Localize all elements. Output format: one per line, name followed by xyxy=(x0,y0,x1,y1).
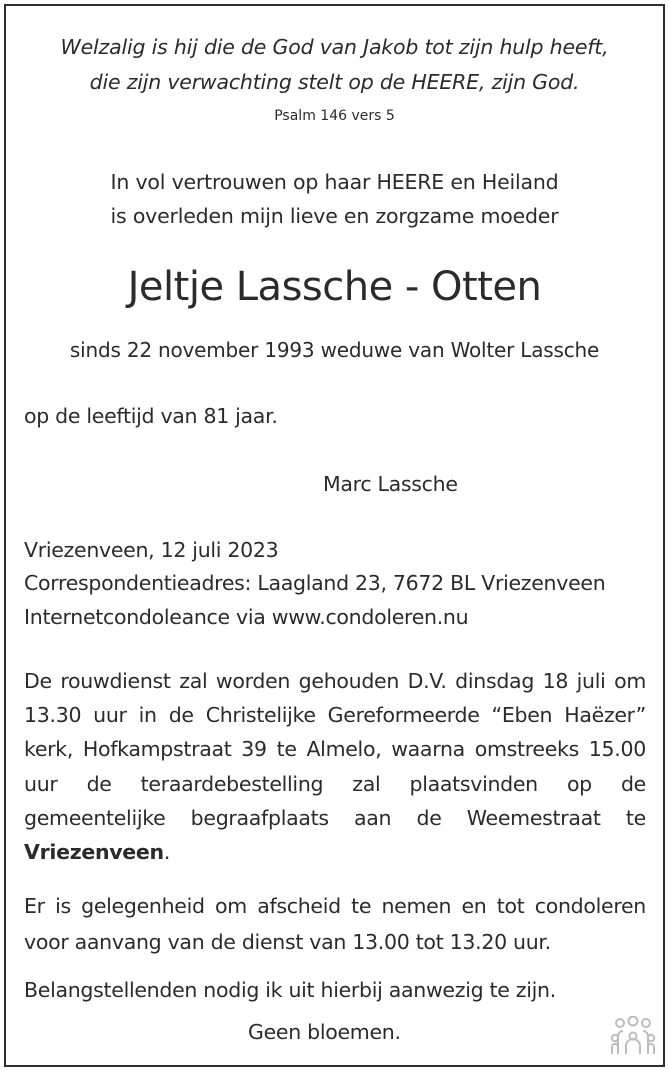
place-date: Vriezenveen, 12 juli 2023 xyxy=(24,538,279,562)
service-paragraph xyxy=(24,664,646,869)
correspondence-address: Correspondentieadres: Laagland 23, 7672 BL Vriezenveen xyxy=(24,571,606,595)
verse-line-2: die zijn verwachting stelt op de HEERE, zijn God. xyxy=(89,70,580,94)
service-place: Vriezenveen xyxy=(24,840,164,865)
intro-line-1: In vol vertrouwen op haar HEERE en Heiland xyxy=(110,170,559,194)
service-end: . xyxy=(163,840,171,865)
intro-line-2: is overleden mijn lieve en zorgzame moeder xyxy=(110,204,559,228)
service-text: De rouwdienst zal worden gehouden D.V. dinsdag 18 juli om 13.30 uur in de Christelijke Gereformeerde “Eben Haëzer” kerk, Hofkampstraat 39 te Almelo, waarna omstreeks 15.00 uur de teraardebestelling zal plaatsvinden op de gemeentelijke begraafplaats aan de Weemestraat te xyxy=(24,669,646,830)
age-line: op de leeftijd van 81 jaar. xyxy=(24,404,278,428)
people-group-icon xyxy=(608,1016,658,1056)
signatory: Marc Lassche xyxy=(323,472,458,496)
farewell-paragraph: Er is gelegenheid om afscheid te nemen en tot condoleren voor aanvang van de dienst van 13.00 tot 13.20 uur. xyxy=(24,894,646,954)
widowed-line: sinds 22 november 1993 weduwe van Wolter Lassche xyxy=(69,338,600,362)
online-condolence: Internetcondoleance via www.condoleren.nu xyxy=(24,605,469,629)
invitation-line: Belangstellenden nodig ik uit hierbij aanwezig te zijn. xyxy=(24,978,556,1002)
verse-reference: Psalm 146 vers 5 xyxy=(274,108,395,124)
verse-line-1: Welzalig is hij die de God van Jakob tot zijn hulp heeft, xyxy=(60,35,609,59)
deceased-name: Jeltje Lassche - Otten xyxy=(127,264,542,310)
flowers-line: Geen bloemen. xyxy=(248,1020,401,1044)
